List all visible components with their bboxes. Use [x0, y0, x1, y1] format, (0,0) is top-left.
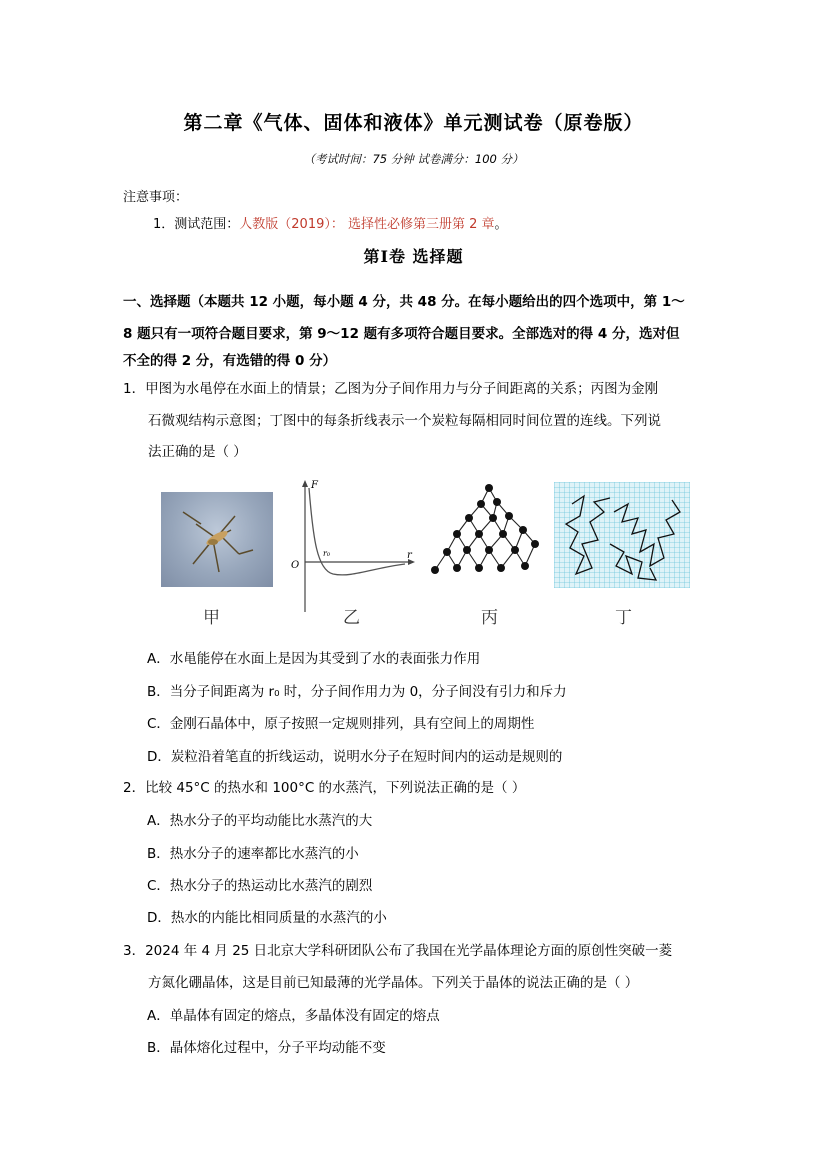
q1-option-a: A．水黾能停在水面上是因为其受到了水的表面张力作用: [147, 651, 481, 667]
q3-stem-line-2: 方氮化硼晶体，这是目前已知最薄的光学晶体。下列关于晶体的说法正确的是（ ）: [148, 975, 639, 991]
q2-option-b: B．热水分子的速率都比水蒸汽的小: [147, 846, 359, 862]
exam-info: （考试时间：75 分钟 试卷满分：100 分）: [303, 152, 524, 166]
force-distance-graph: [287, 478, 417, 613]
q1-option-d: D．炭粒沿着笔直的折线运动，说明水分子在短时间内的运动是规则的: [147, 749, 563, 765]
q1-option-c: C．金刚石晶体中，原子按照一定规则排列，具有空间上的周期性: [147, 716, 535, 732]
fig-c-caption: 丙: [481, 608, 498, 628]
fig-a-caption: 甲: [203, 608, 220, 628]
section-instructions-line-3: 不全的得 2 分，有选错的得 0 分）: [123, 353, 337, 369]
y-axis-arrow-icon: [302, 480, 308, 487]
diamond-structure: [427, 478, 547, 598]
notice-heading: 注意事项：: [123, 190, 189, 205]
q1-option-b: B．当分子间距离为 r₀ 时，分子间作用力为 0，分子间没有引力和斥力: [147, 684, 567, 700]
axis-r-label: r: [407, 550, 412, 561]
fig-b-caption: 乙: [343, 608, 360, 628]
page-title: 第二章《气体、固体和液体》单元测试卷（原卷版）: [183, 112, 644, 134]
q1-stem-line-3: 法正确的是（ ）: [148, 444, 247, 460]
notice-item-suffix: 。: [494, 217, 508, 232]
origin-label: O: [291, 560, 300, 571]
axis-F-label: F: [311, 480, 318, 491]
r0-label: r₀: [323, 549, 331, 558]
q1-stem-line-2: 石微观结构示意图；丁图中的每条折线表示一个炭粒每隔相同时间位置的连线。下列说: [148, 413, 661, 429]
q3-option-b: B．晶体熔化过程中，分子平均动能不变: [147, 1040, 386, 1056]
notice-item-prefix: 1．测试范围：: [153, 217, 240, 232]
q3-stem-line-1: 3．2024 年 4 月 25 日北京大学科研团队公布了我国在光学晶体理论方面的原创性突破一菱: [123, 943, 673, 959]
section-instructions-line-1: 一、选择题（本题共 12 小题，每小题 4 分，共 48 分。在每小题给出的四个选项中，第 1～: [123, 294, 685, 310]
brownian-motion-grid: [554, 482, 690, 588]
water-strider-icon: [161, 492, 273, 587]
fig-d-caption: 丁: [615, 608, 632, 628]
q2-option-d: D．热水的内能比相同质量的水蒸汽的小: [147, 910, 387, 926]
notice-item-1: [153, 213, 508, 232]
q2-option-a: A．热水分子的平均动能比水蒸汽的大: [147, 813, 373, 829]
q2-option-c: C．热水分子的热运动比水蒸汽的剧烈: [147, 878, 373, 894]
q2-stem: 2．比较 45°C 的热水和 100°C 的水蒸汽，下列说法正确的是（ ）: [123, 780, 526, 796]
section-instructions-line-2: 8 题只有一项符合题目要求，第 9～12 题有多项符合题目要求。全部选对的得 4 分，选对但: [123, 326, 680, 342]
water-strider-photo: [161, 492, 273, 587]
q1-figures: [155, 478, 700, 628]
q1-stem-line-1: 1．甲图为水黾停在水面上的情景；乙图为分子间作用力与分子间距离的关系；丙图为金刚: [123, 381, 659, 397]
section-title: 第Ⅰ卷 选择题: [363, 247, 464, 266]
notice-item-scope: 人教版（2019）： 选择性必修第三册第 2 章: [239, 217, 495, 232]
q3-option-a: A．单晶体有固定的熔点，多晶体没有固定的熔点: [147, 1008, 440, 1024]
